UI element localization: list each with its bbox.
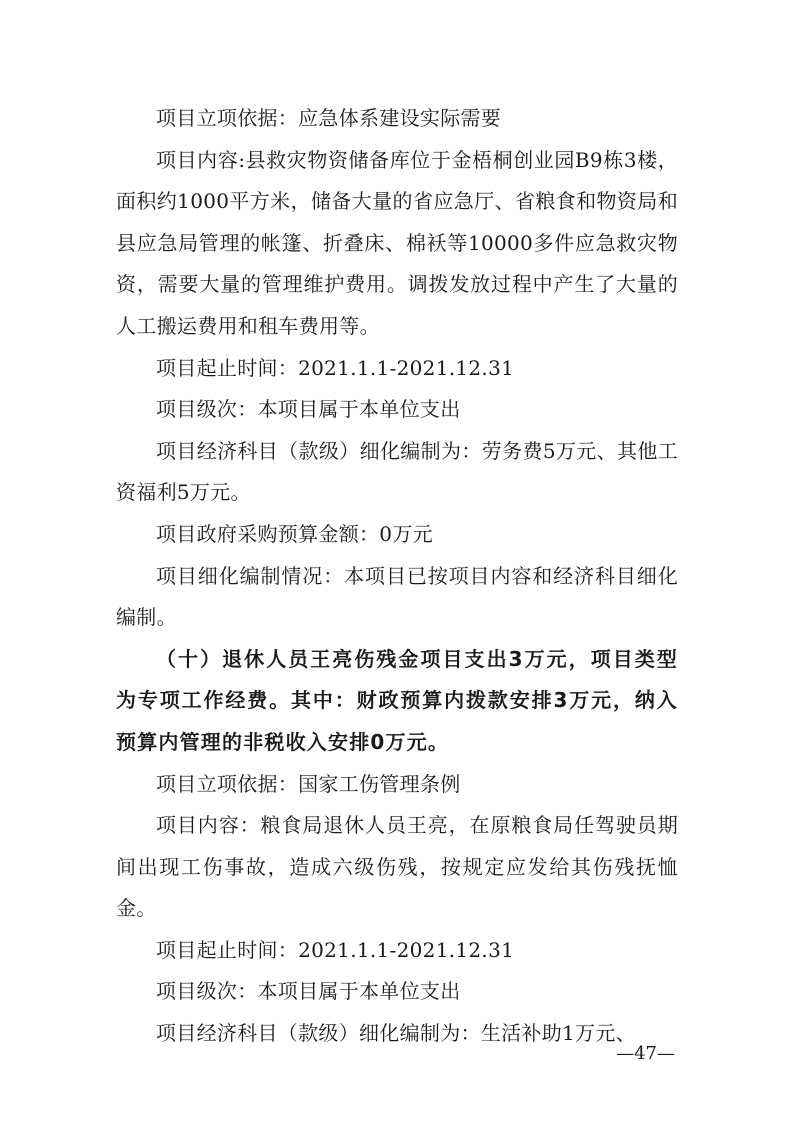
paragraph-basis-2: 项目立项依据：国家工伤管理条例 xyxy=(156,771,461,796)
paragraph-compilation: 项目细化编制情况：本项目已按项目内容和经济科目细化编制。 xyxy=(116,563,678,630)
paragraph-basis: 项目立项依据：应急体系建设实际需要 xyxy=(156,106,502,130)
section-heading-10: （十）退休人员王亮伤残金项目支出3万元，项目类型为专项工作经费。其中：财政预算内拨款安排3万元，纳入预算内管理的非税收入安排0万元。 xyxy=(116,646,678,754)
paragraph-economic-subject: 项目经济科目（款级）细化编制为：劳务费5万元、其他工资福利5万元。 xyxy=(116,438,678,505)
paragraph-economic-subject-2: 项目经济科目（款级）细化编制为：生活补助1万元、 xyxy=(156,1021,636,1046)
page-number: —47— xyxy=(616,1043,675,1064)
paragraph-period: 项目起止时间：2021.1.1-2021.12.31 xyxy=(156,355,515,380)
paragraph-content-2: 项目内容：粮食局退休人员王亮，在原粮食局任驾驶员期间出现工伤事故，造成六级伤残，按规定应发给其伤残抚恤金。 xyxy=(116,813,678,921)
paragraph-level: 项目级次：本项目属于本单位支出 xyxy=(156,397,461,422)
paragraph-procurement: 项目政府采购预算金额：0万元 xyxy=(156,521,433,546)
paragraph-content: 项目内容:县救灾物资储备库位于金梧桐创业园B9栋3楼，面积约1000平方米，储备大量的省应急厅、省粮食和物资局和县应急局管理的帐篷、折叠床、棉袄等10000多件应急救灾物资，需要大量的管理维护费用。调拨发放过程中产生了大量的人工搬运费用和租车费用等。 xyxy=(116,147,678,338)
paragraph-period-2: 项目起止时间：2021.1.1-2021.12.31 xyxy=(156,937,515,962)
document-body xyxy=(116,98,678,1055)
paragraph-level-2: 项目级次：本项目属于本单位支出 xyxy=(156,979,461,1004)
